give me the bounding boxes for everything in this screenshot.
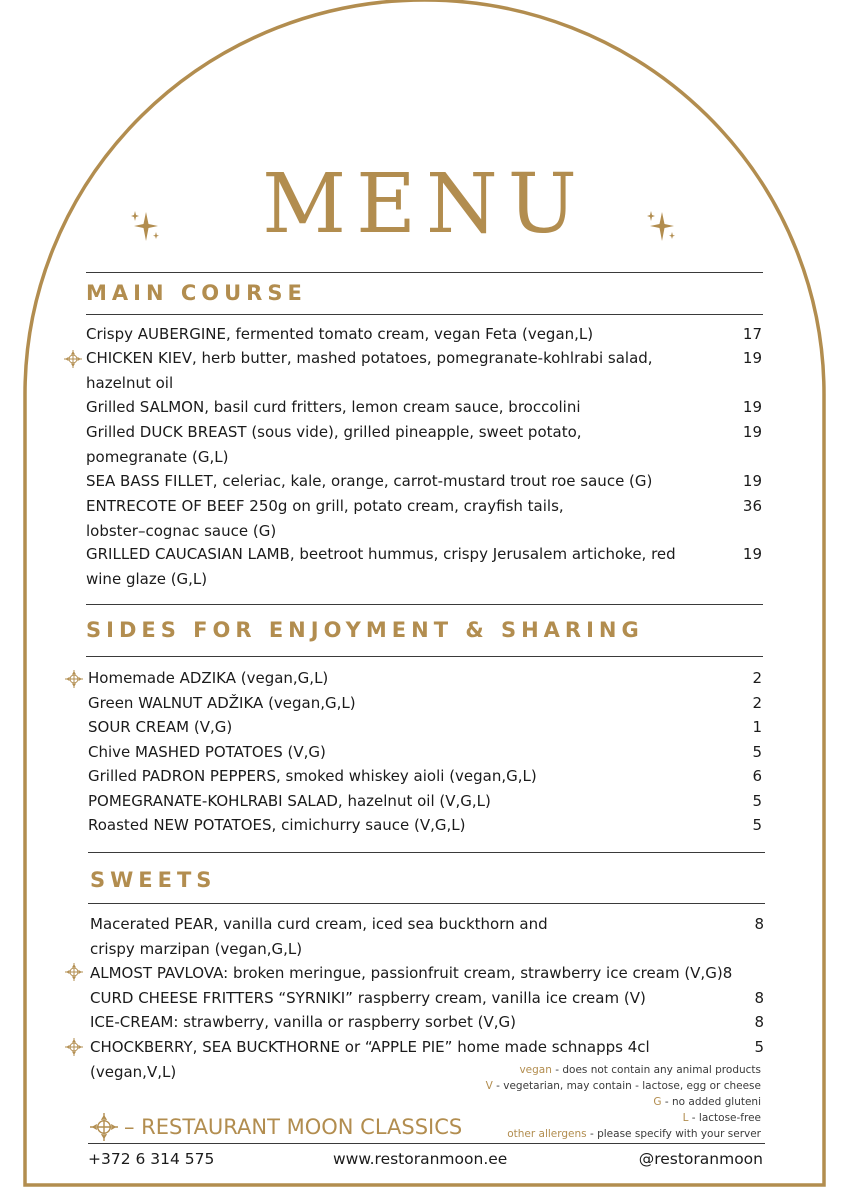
section-divider (86, 272, 763, 273)
item-price: 2 (752, 669, 762, 687)
classics-label: – RESTAURANT MOON CLASSICS (124, 1115, 463, 1139)
compass-ornament-icon (65, 1038, 83, 1056)
item-price: 8 (722, 964, 733, 982)
item-price: 8 (754, 915, 764, 933)
legend-line: V - vegetarian, may contain - lactose, egg or cheese (485, 1080, 761, 1092)
compass-ornament-icon (64, 350, 82, 368)
legend-line: G - no added gluteni (653, 1096, 761, 1108)
compass-ornament-icon (65, 963, 83, 981)
menu-item: Crispy AUBERGINE, fermented tomato cream, vegan Feta (vegan,L) (86, 325, 594, 343)
section-divider (86, 656, 763, 657)
menu-item: POMEGRANATE-KOHLRABI SALAD, hazelnut oil (V,G,L) (88, 792, 491, 810)
item-price: 36 (742, 497, 762, 515)
allergen-legend (486, 1062, 761, 1142)
menu-item: Homemade ADZIKA (vegan,G,L) (88, 669, 329, 687)
compass-ornament-icon (90, 1113, 118, 1141)
item-price: 8 (754, 989, 764, 1007)
sweets-heading: SWEETS (90, 868, 217, 892)
section-divider (86, 604, 763, 605)
item-price: 8 (754, 1013, 764, 1031)
item-price: 6 (752, 767, 762, 785)
item-price: 19 (742, 472, 762, 490)
legend-line: L - lactose-free (682, 1112, 761, 1124)
compass-ornament-icon (65, 670, 83, 688)
menu-item: Grilled PADRON PEPPERS, smoked whiskey aioli (vegan,G,L) (88, 767, 537, 785)
menu-item: Roasted NEW POTATOES, cimichurry sauce (V,G,L) (88, 816, 466, 834)
item-price: 5 (752, 816, 762, 834)
menu-item: ALMOST PAVLOVA: broken meringue, passionfruit cream, strawberry ice cream (V,G)8 (90, 964, 733, 982)
classics-legend (90, 1110, 462, 1143)
section-divider (86, 314, 763, 315)
menu-item: SEA BASS FILLET, celeriac, kale, orange, carrot-mustard trout roe sauce (G) (86, 472, 653, 490)
main-course-heading: MAIN COURSE (86, 281, 307, 305)
footer-instagram[interactable]: @restoranmoon (638, 1150, 763, 1168)
item-price: 19 (742, 545, 762, 563)
item-price: 17 (742, 325, 762, 343)
item-price: 19 (742, 423, 762, 441)
legend-line: other allergens - please specify with your server (507, 1128, 761, 1140)
sparkle-icon (644, 208, 678, 244)
menu-item: CURD CHEESE FRITTERS “SYRNIKI” raspberry cream, vanilla ice cream (V) (90, 989, 646, 1007)
item-price: 19 (742, 349, 762, 367)
sparkle-icon (128, 208, 162, 244)
menu-item: ENTRECOTE OF BEEF 250g on grill, potato cream, crayfish tails, lobster–cognac sauce (G) (86, 497, 564, 540)
item-price: 5 (752, 792, 762, 810)
menu-item: SOUR CREAM (V,G) (88, 718, 233, 736)
menu-item: GRILLED CAUCASIAN LAMB, beetroot hummus, crispy Jerusalem artichoke, red wine glaze (G,L) (86, 545, 676, 588)
menu-item: Grilled SALMON, basil curd fritters, lemon cream sauce, broccolini (86, 398, 581, 416)
menu-item: CHOCKBERRY, SEA BUCKTHORNE or “APPLE PIE” home made schnapps 4cl (vegan,V,L) (90, 1038, 650, 1081)
section-divider (88, 852, 765, 853)
footer-phone: +372 6 314 575 (88, 1150, 215, 1168)
menu-item: Green WALNUT ADŽIKA (vegan,G,L) (88, 694, 356, 712)
legend-line: vegan - does not contain any animal products (519, 1064, 761, 1076)
menu-item: Macerated PEAR, vanilla curd cream, iced sea buckthorn and crispy marzipan (vegan,G,L) (90, 915, 548, 958)
menu-item: Chive MASHED POTATOES (V,G) (88, 743, 326, 761)
menu-item: ICE-CREAM: strawberry, vanilla or raspberry sorbet (V,G) (90, 1013, 516, 1031)
footer-website[interactable]: www.restoranmoon.ee (333, 1150, 508, 1168)
menu-item: Grilled DUCK BREAST (sous vide), grilled pineapple, sweet potato, pomegranate (G,L) (86, 423, 582, 466)
item-price: 1 (752, 718, 762, 736)
item-price: 5 (752, 743, 762, 761)
sides-heading: SIDES FOR ENJOYMENT & SHARING (86, 618, 644, 642)
item-price: 2 (752, 694, 762, 712)
menu-title: MENU (262, 157, 587, 252)
menu-item: CHICKEN KIEV, herb butter, mashed potatoes, pomegranate-kohlrabi salad, hazelnut oil (86, 349, 653, 392)
section-divider (88, 903, 765, 904)
item-price: 19 (742, 398, 762, 416)
item-price: 5 (754, 1038, 764, 1056)
footer-divider (88, 1143, 765, 1144)
